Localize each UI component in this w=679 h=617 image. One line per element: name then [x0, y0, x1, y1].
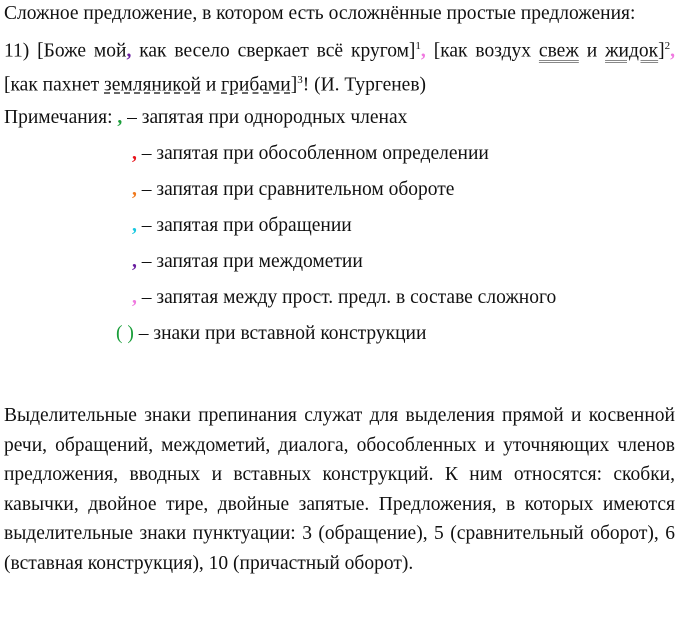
clause-number: 1 — [415, 40, 421, 52]
example-part: [как воздух — [425, 40, 539, 62]
example-part: и — [200, 74, 222, 95]
notes-legend — [4, 105, 675, 357]
object-word: грибами — [221, 74, 291, 95]
paragraph-text: Выделительные знаки препинания служат для выделения прямой и косвенной речи, обращений, междометий, диалога, обособленных и уточняющих членов предложения, вводных и вставных конструкций. К ним относятся: скобки, кавычки, двойное тире, двойные запятые. Предложения, в которых имеются выделительные знаки пунктуации: 3 (обращение), 5 (сравнительный оборот), 6 (вставная конструкция), 10 (причастный оборот). — [4, 405, 675, 574]
note-text: – запятая при однородных членах — [122, 107, 408, 128]
intro-text: Сложное предложение, в котором есть осложнённые простые предложения: — [4, 3, 636, 24]
example-part: 11) [Боже мой — [4, 40, 127, 62]
example-part: ! (И. Тургенев) — [302, 74, 427, 95]
note-mark: , — [132, 179, 137, 200]
note-item — [4, 213, 675, 249]
predicate-word: свеж — [538, 40, 579, 62]
note-item — [4, 285, 675, 321]
note-text: – запятая между прост. предл. в составе сложного — [136, 287, 557, 308]
note-text: – запятая при обособленном определении — [136, 143, 489, 164]
note-text: – запятая при сравнительном обороте — [136, 179, 455, 200]
example-part: [как пахнет — [4, 74, 105, 95]
note-text: – запятая при междометии — [136, 251, 363, 272]
example-part: ] — [290, 74, 298, 95]
comma-complex: , — [420, 40, 426, 62]
note-mark: , — [117, 107, 123, 128]
comma-interjection: , — [126, 40, 132, 62]
note-item — [4, 141, 675, 177]
note-item — [4, 249, 675, 285]
note-mark: , — [132, 287, 137, 308]
example-part: как весело сверкает всё кругом] — [131, 40, 416, 62]
note-mark: ( ) — [116, 323, 134, 344]
clause-number: 3 — [297, 73, 303, 86]
note-item — [4, 105, 675, 141]
example-part: ] — [658, 40, 665, 62]
note-mark: , — [132, 251, 137, 272]
note-text: – знаки при вставной конструкции — [133, 323, 427, 344]
clause-number: 2 — [664, 40, 671, 52]
example-sentence — [4, 32, 675, 99]
note-item — [4, 321, 675, 357]
note-item — [4, 177, 675, 213]
explanation-paragraph — [4, 401, 675, 578]
predicate-word: жидок — [605, 40, 659, 62]
note-text: – запятая при обращении — [136, 215, 352, 236]
note-mark: , — [132, 215, 137, 236]
object-word: земляникой — [104, 74, 201, 95]
comma-complex: , — [670, 40, 675, 62]
example-part: и — [578, 40, 606, 62]
note-mark: , — [132, 143, 137, 164]
notes-label: Примечания: — [4, 107, 118, 128]
